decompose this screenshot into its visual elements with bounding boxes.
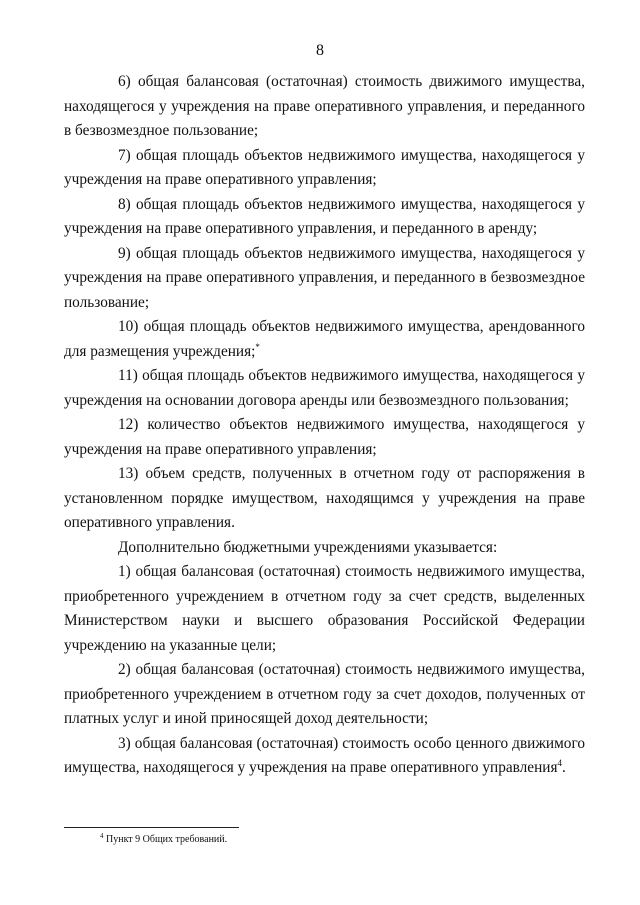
body-text (64, 70, 585, 781)
paragraph-budget-item-3: 3) общая балансовая (остаточная) стоимость особо ценного движимого имущества, находящегося у учреждения на праве оперативного управления$^4$. (64, 734, 585, 776)
paragraph-budget-item-1: 1) общая балансовая (остаточная) стоимость недвижимого имущества, приобретенного учреждением в отчетном году за счет средств, выделенных Министерством науки и высшего образования Российской Федерации учреждению на указанные цели; (64, 563, 585, 654)
paragraph-item-7: 7) общая площадь объектов недвижимого имущества, находящегося у учреждения на праве оперативного управления; (64, 146, 585, 188)
paragraph-item-11: 11) общая площадь объектов недвижимого имущества, находящегося у учреждения на основании договора аренды или безвозмездного пользования; (64, 367, 585, 409)
paragraph-item-9: 9) общая площадь объектов недвижимого имущества, находящегося у учреждения на праве оперативного управления, и переданного в безвозмездное пользование; (64, 244, 585, 311)
footnote-reference: 4 (557, 758, 562, 768)
paragraph-item-13: 13) объем средств, полученных в отчетном году от распоряжения в установленном порядке имуществом, находящимся у учреждения на праве оперативного управления. (64, 465, 585, 531)
paragraph-budget-item-2: 2) общая балансовая (остаточная) стоимость недвижимого имущества, приобретенного учреждением в отчетном году за счет доходов, полученных от платных услуг и иной приносящей доход деятельности; (64, 661, 585, 727)
paragraph-budget-intro: Дополнительно бюджетными учреждениями указывается: (118, 538, 498, 556)
footnote-marker: 4 (100, 832, 104, 840)
paragraph-item-12: 12) количество объектов недвижимого имущества, находящегося у учреждения на праве оперативного управления; (64, 416, 585, 458)
footnote (100, 833, 227, 847)
paragraph-item-6: 6) общая балансовая (остаточная) стоимость движимого имущества, находящегося у учреждения на праве оперативного управления, и переданного в безвозмездное пользование; (64, 73, 585, 139)
asterisk-mark: * (255, 341, 260, 352)
footnote-text: Пункт 9 Общих требований. (103, 834, 228, 845)
page-number: 8 (316, 42, 324, 59)
paragraph-item-10: 10) общая площадь объектов недвижимого имущества, арендованного для размещения учреждения;* (64, 318, 585, 360)
paragraph-item-8: 8) общая площадь объектов недвижимого имущества, находящегося у учреждения на праве оперативного управления, и переданного в аренду; (64, 195, 585, 237)
footnote-divider (64, 827, 239, 828)
